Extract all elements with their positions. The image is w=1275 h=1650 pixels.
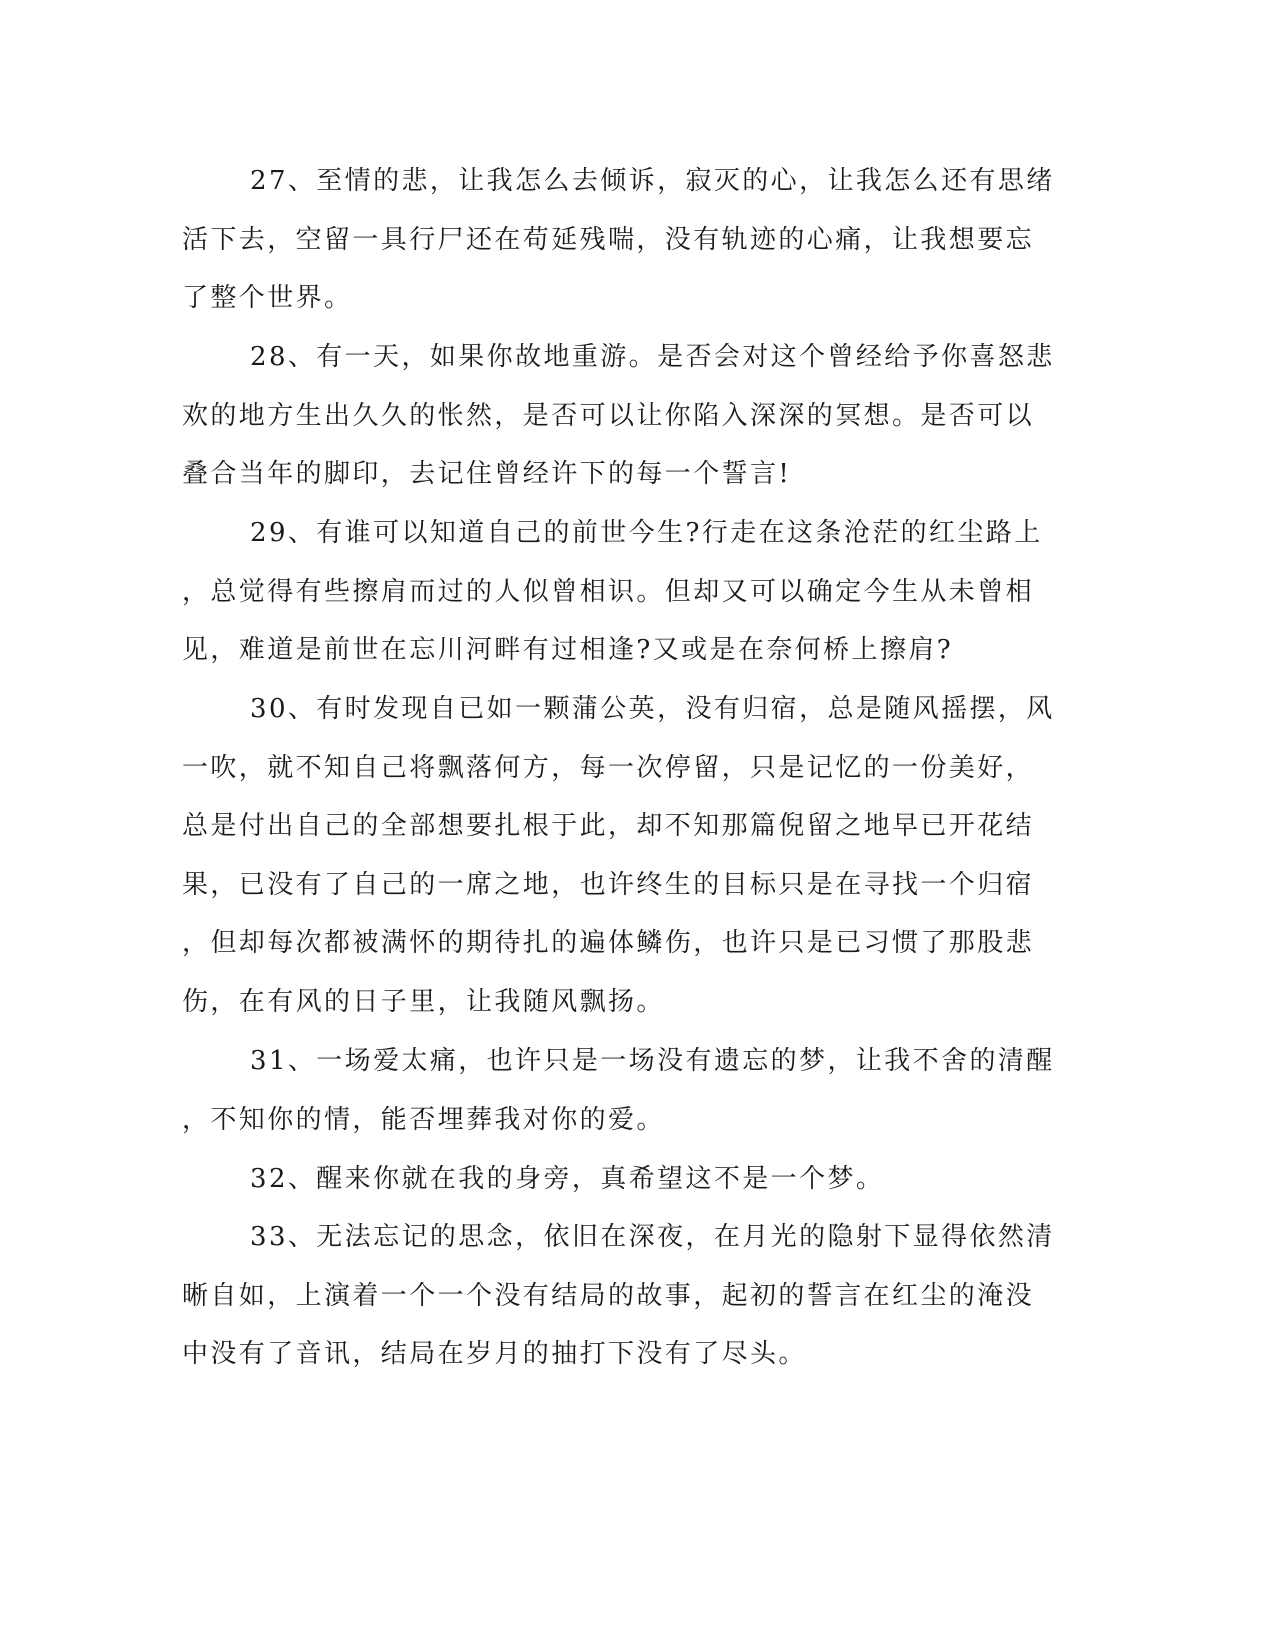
text-line: 晰自如，上演着一个一个没有结局的故事，起初的誓言在红尘的淹没 [182, 1280, 1035, 1311]
text-line: ，但却每次都被满怀的期待扎的遍体鳞伤，也许只是已习惯了那股悲 [182, 928, 1035, 959]
text-line: 活下去，空留一具行尸还在苟延残喘，没有轨迹的心痛，让我想要忘 [182, 224, 1035, 255]
text-line: 果，已没有了自己的一席之地，也许终生的目标只是在寻找一个归宿 [182, 869, 1035, 900]
paragraph-29 [182, 504, 1042, 680]
paragraph-32 [182, 1150, 1042, 1209]
text-line: 了整个世界。 [182, 283, 353, 314]
text-line: ，总觉得有些擦肩而过的人似曾相识。但却又可以确定今生从未曾相 [182, 576, 1035, 607]
text-line: 31、一场爱太痛，也许只是一场没有遗忘的梦，让我不舍的清醒 [250, 1046, 1055, 1076]
paragraph-28 [182, 328, 1055, 504]
text-line: 见，难道是前世在忘川河畔有过相逢?又或是在奈何桥上擦肩? [182, 635, 954, 666]
paragraph-27 [182, 152, 1055, 328]
text-line: 总是付出自己的全部想要扎根于此，却不知那篇倪留之地早已开花结 [182, 811, 1035, 842]
text-line: 一吹，就不知自己将飘落何方，每一次停留，只是记忆的一份美好， [182, 752, 1035, 783]
text-line: 33、无法忘记的思念，依旧在深夜，在月光的隐射下显得依然清 [250, 1222, 1055, 1252]
text-line: 30、有时发现自已如一颗蒲公英，没有归宿，总是随风摇摆，风 [250, 694, 1055, 724]
text-line: 欢的地方生出久久的怅然，是否可以让你陷入深深的冥想。是否可以 [182, 400, 1035, 431]
text-line: 27、至情的悲，让我怎么去倾诉，寂灭的心，让我怎么还有思绪 [250, 166, 1055, 196]
text-line: 32、醒来你就在我的身旁，真希望这不是一个梦。 [250, 1164, 885, 1194]
text-line: 叠合当年的脚印，去记住曾经许下的每一个誓言! [182, 459, 792, 490]
paragraph-31 [182, 1032, 1055, 1149]
paragraph-30 [182, 680, 1055, 1032]
text-line: 伤，在有风的日子里，让我随风飘扬。 [182, 986, 665, 1017]
text-line: 28、有一天，如果你故地重游。是否会对这个曾经给予你喜怒悲 [250, 342, 1055, 372]
text-line: 中没有了音讯，结局在岁月的抽打下没有了尽头。 [182, 1339, 807, 1370]
paragraph-33 [182, 1208, 1055, 1384]
text-line: 29、有谁可以知道自己的前世今生?行走在这条沧茫的红尘路上 [250, 518, 1043, 548]
text-line: ，不知你的情，能否埋葬我对你的爱。 [182, 1104, 665, 1135]
